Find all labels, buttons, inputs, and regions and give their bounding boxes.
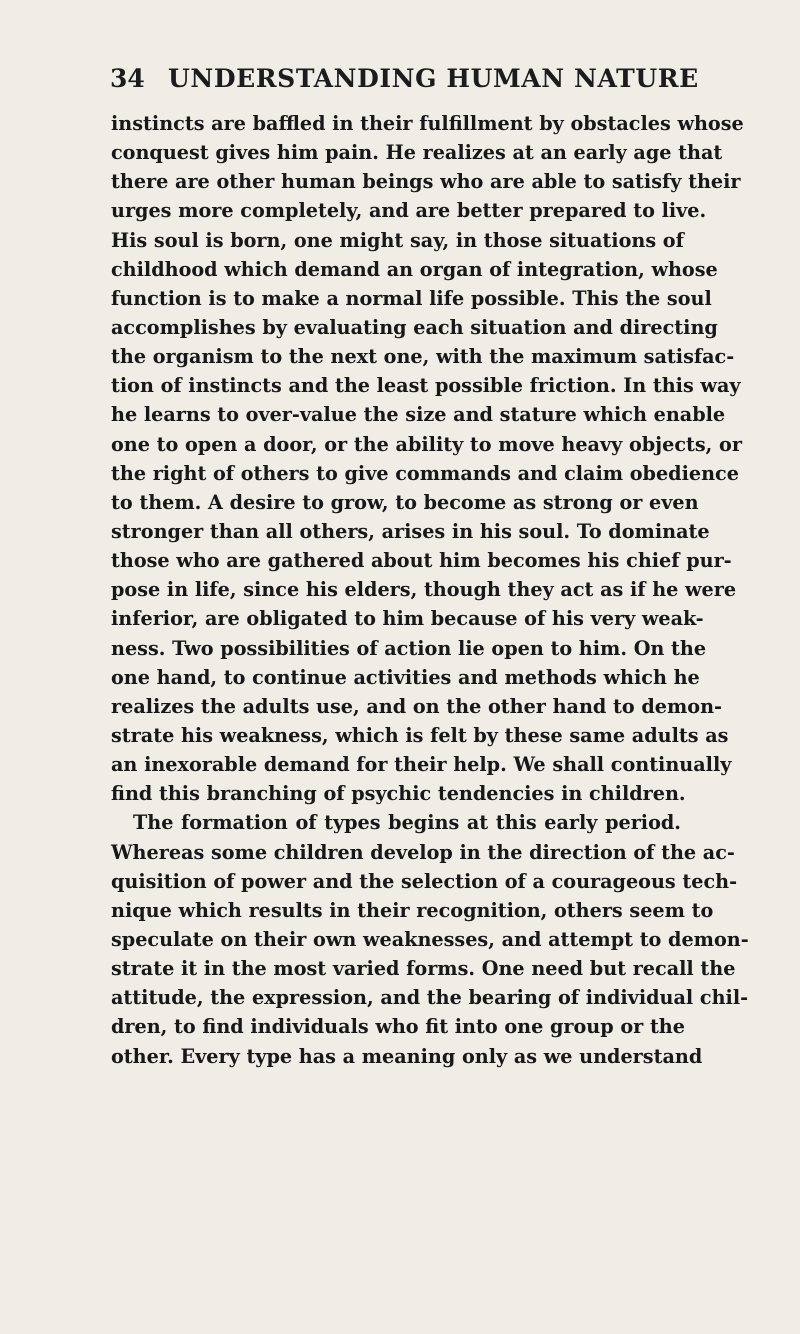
- text-line: to them. A desire to grow, to become as strong or even: [111, 490, 699, 514]
- text-line: ness. Two possibilities of action lie open to him. On the: [111, 636, 707, 660]
- text-line: other. Every type has a meaning only as we understand: [111, 1044, 703, 1068]
- text-line: His soul is born, one might say, in those situations of: [111, 228, 684, 252]
- text-line: find this branching of psychic tendencies in children.: [111, 782, 686, 806]
- page-number: 34: [110, 64, 145, 93]
- paragraph-first-line: The formation of types begins at this early period.: [133, 811, 681, 835]
- text-line: one hand, to continue activities and methods which he: [111, 665, 700, 689]
- running-title: UNDERSTANDING HUMAN NATURE: [168, 64, 699, 93]
- text-line: instincts are baffled in their fulfillment by obstacles whose: [111, 112, 744, 135]
- text-line: accomplishes by evaluating each situation and directing: [111, 315, 718, 339]
- text-line: function is to make a normal life possible. This the soul: [111, 286, 712, 310]
- text-line: nique which results in their recognition, others seem to: [111, 898, 714, 922]
- text-line: attitude, the expression, and the bearing of individual chil-: [111, 986, 749, 1010]
- text-line: the right of others to give commands and claim obedience: [111, 461, 739, 485]
- text-line: conquest gives him pain. He realizes at an early age that: [111, 141, 723, 165]
- text-line: strate his weakness, which is felt by these same adults as: [111, 723, 729, 747]
- text-line: speculate on their own weaknesses, and attempt to demon-: [111, 927, 749, 951]
- text-line: strate it in the most varied forms. One need but recall the: [111, 957, 736, 981]
- running-head: [110, 64, 699, 98]
- text-line: an inexorable demand for their help. We shall continually: [111, 753, 732, 777]
- text-line: the organism to the next one, with the maximum satisfac-: [111, 345, 735, 369]
- text-line: urges more completely, and are better prepared to live.: [111, 199, 707, 223]
- text-line: tion of instincts and the least possible friction. In this way: [111, 374, 741, 398]
- text-line: quisition of power and the selection of a courageous tech-: [111, 869, 738, 893]
- text-line: realizes the adults use, and on the other hand to demon-: [111, 694, 722, 718]
- text-line: childhood which demand an organ of integration, whose: [111, 257, 718, 281]
- text-line: pose in life, since his elders, though they act as if he were: [111, 578, 737, 602]
- text-line: dren, to find individuals who fit into one group or the: [111, 1015, 685, 1039]
- text-line: Whereas some children develop in the direction of the ac-: [111, 840, 735, 864]
- body-text: [111, 109, 749, 1071]
- text-line: inferior, are obligated to him because of his very weak-: [111, 607, 704, 631]
- text-line: stronger than all others, arises in his soul. To dominate: [111, 519, 710, 543]
- text-line: one to open a door, or the ability to move heavy objects, or: [111, 432, 742, 456]
- text-line: there are other human beings who are able to satisfy their: [111, 170, 741, 194]
- text-line: he learns to over-value the size and stature which enable: [111, 403, 726, 427]
- text-line: those who are gathered about him becomes his chief pur-: [111, 549, 732, 573]
